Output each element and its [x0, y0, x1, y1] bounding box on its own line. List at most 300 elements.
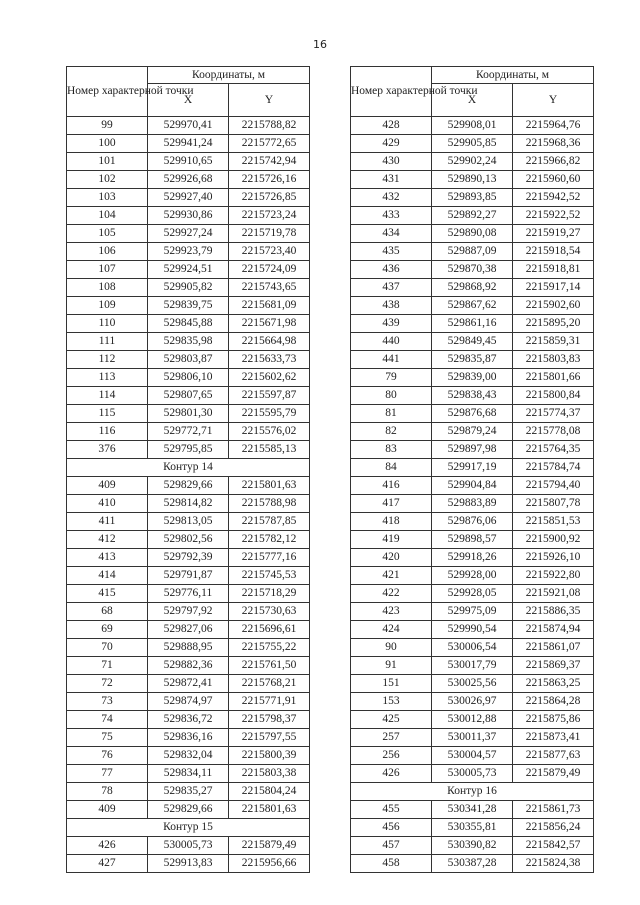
table-row	[67, 279, 310, 297]
y-coordinate-cell: 2215803,83	[513, 351, 594, 369]
point-number-cell: 114	[67, 387, 148, 405]
y-coordinate-cell: 2215851,53	[513, 513, 594, 531]
point-number-cell: 441	[351, 351, 432, 369]
y-coordinate-cell: 2215874,94	[513, 621, 594, 639]
point-number-cell: 456	[351, 819, 432, 837]
x-coordinate-cell: 529923,79	[148, 243, 229, 261]
table-row	[67, 189, 310, 207]
y-coordinate-cell: 2215921,08	[513, 585, 594, 603]
contour-label: Контур 15	[67, 819, 310, 837]
table-row	[351, 387, 594, 405]
point-number-cell: 151	[351, 675, 432, 693]
table-row	[351, 603, 594, 621]
point-number-cell: 116	[67, 423, 148, 441]
table-row	[351, 549, 594, 567]
point-number-cell: 108	[67, 279, 148, 297]
y-coordinate-cell: 2215900,92	[513, 531, 594, 549]
y-coordinate-cell: 2215768,21	[229, 675, 310, 693]
x-coordinate-cell: 529791,87	[148, 567, 229, 585]
point-number-cell: 409	[67, 477, 148, 495]
point-number-cell: 433	[351, 207, 432, 225]
x-coordinate-cell: 529927,40	[148, 189, 229, 207]
x-coordinate-cell: 529890,08	[432, 225, 513, 243]
point-number-cell: 416	[351, 477, 432, 495]
y-coordinate-cell: 2215788,98	[229, 495, 310, 513]
y-coordinate-cell: 2215803,38	[229, 765, 310, 783]
x-header: X	[148, 84, 229, 117]
table-row	[67, 711, 310, 729]
point-number-cell: 435	[351, 243, 432, 261]
y-coordinate-cell: 2215696,61	[229, 621, 310, 639]
y-coordinate-cell: 2215671,98	[229, 315, 310, 333]
y-coordinate-cell: 2215804,24	[229, 783, 310, 801]
table-row	[351, 297, 594, 315]
point-number-cell: 77	[67, 765, 148, 783]
contour-label: Контур 16	[351, 783, 594, 801]
y-coordinate-cell: 2215879,49	[513, 765, 594, 783]
y-coordinate-cell: 2215801,63	[229, 801, 310, 819]
x-coordinate-cell: 529917,19	[432, 459, 513, 477]
x-coordinate-cell: 529910,65	[148, 153, 229, 171]
y-coordinate-cell: 2215918,81	[513, 261, 594, 279]
x-coordinate-cell: 530387,28	[432, 855, 513, 873]
x-coordinate-cell: 529872,41	[148, 675, 229, 693]
point-number-cell: 79	[351, 369, 432, 387]
x-coordinate-cell: 529838,43	[432, 387, 513, 405]
table-row	[351, 333, 594, 351]
x-coordinate-cell: 529839,00	[432, 369, 513, 387]
point-number-cell: 419	[351, 531, 432, 549]
table-row	[351, 495, 594, 513]
y-coordinate-cell: 2215922,80	[513, 567, 594, 585]
table-row	[67, 225, 310, 243]
y-coordinate-cell: 2215602,62	[229, 369, 310, 387]
y-coordinate-cell: 2215856,24	[513, 819, 594, 837]
table-row	[351, 207, 594, 225]
table-row	[67, 621, 310, 639]
x-coordinate-cell: 529941,24	[148, 135, 229, 153]
x-coordinate-cell: 529792,39	[148, 549, 229, 567]
coordinates-table-right	[350, 66, 594, 873]
point-number-cell: 69	[67, 621, 148, 639]
y-coordinate-cell: 2215718,29	[229, 585, 310, 603]
point-number-cell: 455	[351, 801, 432, 819]
point-number-cell: 256	[351, 747, 432, 765]
x-coordinate-cell: 530025,56	[432, 675, 513, 693]
y-coordinate-cell: 2215777,16	[229, 549, 310, 567]
point-number-cell: 422	[351, 585, 432, 603]
point-number-cell: 424	[351, 621, 432, 639]
point-number-cell: 417	[351, 495, 432, 513]
x-coordinate-cell: 529870,38	[432, 261, 513, 279]
point-number-cell: 100	[67, 135, 148, 153]
x-coordinate-cell: 529890,13	[432, 171, 513, 189]
y-coordinate-cell: 2215879,49	[229, 837, 310, 855]
x-coordinate-cell: 529990,54	[432, 621, 513, 639]
y-coordinate-cell: 2215723,40	[229, 243, 310, 261]
point-number-cell: 83	[351, 441, 432, 459]
x-coordinate-cell: 529802,56	[148, 531, 229, 549]
x-header: X	[432, 84, 513, 117]
point-number-cell: 107	[67, 261, 148, 279]
y-coordinate-cell: 2215861,73	[513, 801, 594, 819]
point-number-cell: 68	[67, 603, 148, 621]
point-number-cell: 104	[67, 207, 148, 225]
y-coordinate-cell: 2215724,09	[229, 261, 310, 279]
point-number-cell: 437	[351, 279, 432, 297]
table-row	[67, 855, 310, 873]
y-coordinate-cell: 2215788,82	[229, 117, 310, 135]
point-number-cell: 90	[351, 639, 432, 657]
y-coordinate-cell: 2215926,10	[513, 549, 594, 567]
x-coordinate-cell: 529924,51	[148, 261, 229, 279]
point-number-cell: 429	[351, 135, 432, 153]
coordinates-table-left	[66, 66, 310, 873]
point-number-cell: 112	[67, 351, 148, 369]
point-number-cell: 72	[67, 675, 148, 693]
y-coordinate-cell: 2215859,31	[513, 333, 594, 351]
point-number-cell: 80	[351, 387, 432, 405]
table-row	[67, 171, 310, 189]
table-row	[351, 513, 594, 531]
y-coordinate-cell: 2215869,37	[513, 657, 594, 675]
x-coordinate-cell: 529904,84	[432, 477, 513, 495]
x-coordinate-cell: 529835,87	[432, 351, 513, 369]
table-row	[351, 531, 594, 549]
x-coordinate-cell: 529926,68	[148, 171, 229, 189]
table-row	[67, 477, 310, 495]
table-row	[67, 153, 310, 171]
table-row	[67, 765, 310, 783]
point-number-cell: 153	[351, 693, 432, 711]
table-row	[351, 135, 594, 153]
y-coordinate-cell: 2215797,55	[229, 729, 310, 747]
table-row	[67, 567, 310, 585]
x-coordinate-cell: 529836,16	[148, 729, 229, 747]
table-row	[351, 153, 594, 171]
table-row	[351, 747, 594, 765]
y-coordinate-cell: 2215726,85	[229, 189, 310, 207]
x-coordinate-cell: 529845,88	[148, 315, 229, 333]
point-number-cell: 425	[351, 711, 432, 729]
y-coordinate-cell: 2215798,37	[229, 711, 310, 729]
point-number-cell: 81	[351, 405, 432, 423]
point-number-cell: 110	[67, 315, 148, 333]
point-number-cell: 101	[67, 153, 148, 171]
x-coordinate-cell: 529975,09	[432, 603, 513, 621]
y-coordinate-cell: 2215886,35	[513, 603, 594, 621]
point-number-cell: 82	[351, 423, 432, 441]
x-coordinate-cell: 529827,06	[148, 621, 229, 639]
table-row	[67, 837, 310, 855]
y-coordinate-cell: 2215730,63	[229, 603, 310, 621]
point-number-cell: 115	[67, 405, 148, 423]
x-coordinate-cell: 530004,57	[432, 747, 513, 765]
y-coordinate-cell: 2215800,39	[229, 747, 310, 765]
table-row	[351, 189, 594, 207]
x-coordinate-cell: 529867,62	[432, 297, 513, 315]
x-coordinate-cell: 529970,41	[148, 117, 229, 135]
table-row	[67, 675, 310, 693]
x-coordinate-cell: 529807,65	[148, 387, 229, 405]
point-number-cell: 427	[67, 855, 148, 873]
table-row	[351, 369, 594, 387]
x-coordinate-cell: 529892,27	[432, 207, 513, 225]
x-coordinate-cell: 529834,11	[148, 765, 229, 783]
table-row	[351, 801, 594, 819]
y-coordinate-cell: 2215864,28	[513, 693, 594, 711]
table-row	[67, 783, 310, 801]
x-coordinate-cell: 529893,85	[432, 189, 513, 207]
y-header: Y	[229, 84, 310, 117]
y-coordinate-cell: 2215875,86	[513, 711, 594, 729]
point-number-cell: 257	[351, 729, 432, 747]
y-coordinate-cell: 2215742,94	[229, 153, 310, 171]
y-coordinate-cell: 2215576,02	[229, 423, 310, 441]
point-number-cell: 431	[351, 171, 432, 189]
x-coordinate-cell: 529813,05	[148, 513, 229, 531]
point-number-cell: 106	[67, 243, 148, 261]
table-row	[67, 315, 310, 333]
y-coordinate-cell: 2215800,84	[513, 387, 594, 405]
y-coordinate-cell: 2215922,52	[513, 207, 594, 225]
x-coordinate-cell: 530390,82	[432, 837, 513, 855]
point-number-cell: 457	[351, 837, 432, 855]
point-number-cell: 102	[67, 171, 148, 189]
table-row	[351, 855, 594, 873]
point-number-cell: 73	[67, 693, 148, 711]
table-row	[67, 117, 310, 135]
y-coordinate-cell: 2215861,07	[513, 639, 594, 657]
table-row	[351, 657, 594, 675]
table-row	[351, 837, 594, 855]
point-number-cell: 91	[351, 657, 432, 675]
table-row	[351, 351, 594, 369]
table-row	[351, 585, 594, 603]
contour-section-row	[67, 819, 310, 837]
point-number-cell: 436	[351, 261, 432, 279]
table-row	[67, 531, 310, 549]
point-number-cell: 109	[67, 297, 148, 315]
y-coordinate-cell: 2215787,85	[229, 513, 310, 531]
y-coordinate-cell: 2215801,63	[229, 477, 310, 495]
x-coordinate-cell: 529905,82	[148, 279, 229, 297]
y-coordinate-cell: 2215968,36	[513, 135, 594, 153]
table-row	[67, 333, 310, 351]
y-coordinate-cell: 2215918,54	[513, 243, 594, 261]
table-row	[351, 711, 594, 729]
y-coordinate-cell: 2215745,53	[229, 567, 310, 585]
table-row	[351, 621, 594, 639]
point-number-cell: 99	[67, 117, 148, 135]
point-number-cell: 426	[351, 765, 432, 783]
y-coordinate-cell: 2215726,16	[229, 171, 310, 189]
point-number-cell: 111	[67, 333, 148, 351]
x-coordinate-cell: 529795,85	[148, 441, 229, 459]
table-row	[351, 423, 594, 441]
x-coordinate-cell: 529930,86	[148, 207, 229, 225]
table-row	[67, 351, 310, 369]
table-row	[351, 819, 594, 837]
point-number-cell: 439	[351, 315, 432, 333]
x-coordinate-cell: 529908,01	[432, 117, 513, 135]
table-row	[351, 729, 594, 747]
table-row	[351, 765, 594, 783]
y-coordinate-cell: 2215956,66	[229, 855, 310, 873]
x-coordinate-cell: 529832,04	[148, 747, 229, 765]
point-number-cell: 410	[67, 495, 148, 513]
x-coordinate-cell: 530011,37	[432, 729, 513, 747]
table-row	[351, 675, 594, 693]
point-number-cell: 76	[67, 747, 148, 765]
coordinates-body-left	[67, 117, 310, 873]
x-coordinate-cell: 529835,98	[148, 333, 229, 351]
y-coordinate-cell: 2215595,79	[229, 405, 310, 423]
point-number-cell: 105	[67, 225, 148, 243]
x-coordinate-cell: 529772,71	[148, 423, 229, 441]
y-coordinate-cell: 2215755,22	[229, 639, 310, 657]
point-number-cell: 414	[67, 567, 148, 585]
point-number-cell: 409	[67, 801, 148, 819]
table-row	[67, 693, 310, 711]
point-number-cell: 75	[67, 729, 148, 747]
y-coordinate-cell: 2215778,08	[513, 423, 594, 441]
point-number-cell: 74	[67, 711, 148, 729]
y-coordinate-cell: 2215723,24	[229, 207, 310, 225]
x-coordinate-cell: 530341,28	[432, 801, 513, 819]
table-row	[351, 315, 594, 333]
x-coordinate-cell: 529776,11	[148, 585, 229, 603]
table-row	[351, 243, 594, 261]
y-coordinate-cell: 2215807,78	[513, 495, 594, 513]
contour-label: Контур 14	[67, 459, 310, 477]
y-coordinate-cell: 2215794,40	[513, 477, 594, 495]
point-number-cell: 103	[67, 189, 148, 207]
x-coordinate-cell: 529797,92	[148, 603, 229, 621]
y-coordinate-cell: 2215863,25	[513, 675, 594, 693]
x-coordinate-cell: 530006,54	[432, 639, 513, 657]
x-coordinate-cell: 529887,09	[432, 243, 513, 261]
table-row	[67, 549, 310, 567]
table-row	[67, 369, 310, 387]
x-coordinate-cell: 529928,05	[432, 585, 513, 603]
y-coordinate-cell: 2215764,35	[513, 441, 594, 459]
x-coordinate-cell: 529918,26	[432, 549, 513, 567]
table-row	[351, 567, 594, 585]
x-coordinate-cell: 529898,57	[432, 531, 513, 549]
y-coordinate-cell: 2215824,38	[513, 855, 594, 873]
y-coordinate-cell: 2215597,87	[229, 387, 310, 405]
table-row	[351, 279, 594, 297]
table-row	[67, 207, 310, 225]
x-coordinate-cell: 529829,66	[148, 801, 229, 819]
y-header: Y	[513, 84, 594, 117]
y-coordinate-cell: 2215877,63	[513, 747, 594, 765]
table-row	[67, 243, 310, 261]
x-coordinate-cell: 529835,27	[148, 783, 229, 801]
point-number-cell: 440	[351, 333, 432, 351]
table-row	[351, 477, 594, 495]
x-coordinate-cell: 529882,36	[148, 657, 229, 675]
x-coordinate-cell: 529874,97	[148, 693, 229, 711]
table-row	[351, 459, 594, 477]
x-coordinate-cell: 530005,73	[432, 765, 513, 783]
point-number-cell: 421	[351, 567, 432, 585]
coordinates-header: Координаты, м	[432, 67, 594, 84]
table-row	[351, 405, 594, 423]
x-coordinate-cell: 529829,66	[148, 477, 229, 495]
table-row	[67, 585, 310, 603]
y-coordinate-cell: 2215895,20	[513, 315, 594, 333]
y-coordinate-cell: 2215664,98	[229, 333, 310, 351]
y-coordinate-cell: 2215966,82	[513, 153, 594, 171]
x-coordinate-cell: 529879,24	[432, 423, 513, 441]
point-number-cell: 423	[351, 603, 432, 621]
y-coordinate-cell: 2215873,41	[513, 729, 594, 747]
point-number-cell: 420	[351, 549, 432, 567]
y-coordinate-cell: 2215633,73	[229, 351, 310, 369]
contour-section-row	[351, 783, 594, 801]
point-number-cell: 411	[67, 513, 148, 531]
x-coordinate-cell: 529836,72	[148, 711, 229, 729]
table-row	[67, 801, 310, 819]
x-coordinate-cell: 529868,92	[432, 279, 513, 297]
contour-section-row	[67, 459, 310, 477]
table-row	[351, 693, 594, 711]
table-row	[67, 513, 310, 531]
point-number-cell: 458	[351, 855, 432, 873]
x-coordinate-cell: 530017,79	[432, 657, 513, 675]
point-number-cell: 418	[351, 513, 432, 531]
table-row	[351, 171, 594, 189]
table-row	[351, 639, 594, 657]
x-coordinate-cell: 529814,82	[148, 495, 229, 513]
point-number-cell: 71	[67, 657, 148, 675]
table-row	[351, 261, 594, 279]
y-coordinate-cell: 2215771,91	[229, 693, 310, 711]
x-coordinate-cell: 529928,00	[432, 567, 513, 585]
table-row	[67, 441, 310, 459]
x-coordinate-cell: 529876,06	[432, 513, 513, 531]
table-row	[67, 495, 310, 513]
point-number-cell: 413	[67, 549, 148, 567]
table-row	[351, 225, 594, 243]
y-coordinate-cell: 2215784,74	[513, 459, 594, 477]
y-coordinate-cell: 2215942,52	[513, 189, 594, 207]
x-coordinate-cell: 529897,98	[432, 441, 513, 459]
y-coordinate-cell: 2215719,78	[229, 225, 310, 243]
y-coordinate-cell: 2215761,50	[229, 657, 310, 675]
x-coordinate-cell: 529888,95	[148, 639, 229, 657]
y-coordinate-cell: 2215585,13	[229, 441, 310, 459]
y-coordinate-cell: 2215964,76	[513, 117, 594, 135]
point-number-header: Номер характерной точки	[351, 67, 432, 117]
coordinates-header: Координаты, м	[148, 67, 310, 84]
point-number-cell: 438	[351, 297, 432, 315]
x-coordinate-cell: 529806,10	[148, 369, 229, 387]
x-coordinate-cell: 530012,88	[432, 711, 513, 729]
point-number-cell: 415	[67, 585, 148, 603]
table-row	[67, 657, 310, 675]
point-number-cell: 113	[67, 369, 148, 387]
y-coordinate-cell: 2215743,65	[229, 279, 310, 297]
table-row	[67, 297, 310, 315]
y-coordinate-cell: 2215842,57	[513, 837, 594, 855]
coordinates-body-right	[351, 117, 594, 873]
table-row	[67, 135, 310, 153]
table-row	[351, 117, 594, 135]
point-number-cell: 434	[351, 225, 432, 243]
